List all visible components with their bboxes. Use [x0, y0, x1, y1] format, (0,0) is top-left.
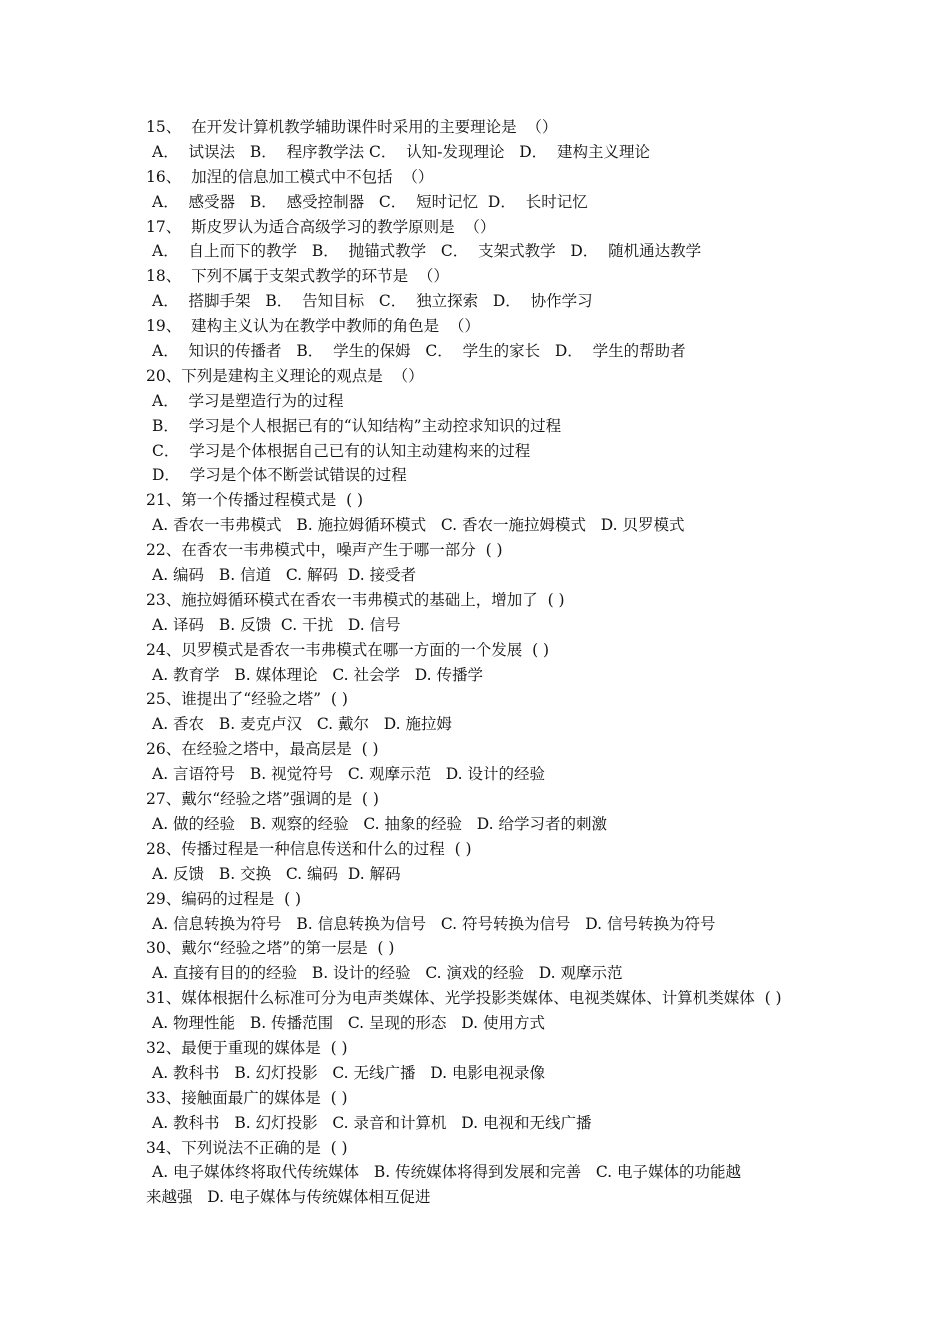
- question-list: [0, 115, 950, 1210]
- option-line: A. 教科书 B. 幻灯投影 C. 录音和计算机 D. 电视和无线广播: [152, 1113, 592, 1132]
- question-text: 22、在香农一韦弗模式中，噪声产生于哪一部分 ( ): [146, 541, 503, 560]
- option-line: A． 知识的传播者 B． 学生的保姆 C． 学生的家长 D． 学生的帮助者: [152, 342, 686, 361]
- option-line: A. 信息转换为符号 B. 信息转换为信号 C. 符号转换为信号 D. 信号转换为符号: [152, 914, 716, 933]
- question-text: 23、施拉姆循环模式在香农一韦弗模式的基础上，增加了 ( ): [146, 590, 565, 609]
- question-text: 25、谁提出了“经验之塔” ( ): [146, 690, 348, 709]
- question-text: 27、戴尔“经验之塔”强调的是 ( ): [146, 790, 379, 809]
- option-line: C． 学习是个体根据自己已有的认知主动建构来的过程: [152, 441, 531, 460]
- question-text: 34、下列说法不正确的是 ( ): [146, 1138, 348, 1157]
- option-line: A. 言语符号 B. 视觉符号 C. 观摩示范 D. 设计的经验: [152, 765, 546, 784]
- option-line: A. 电子媒体终将取代传统媒体 B. 传统媒体将得到发展和完善 C. 电子媒体的功能越: [152, 1163, 742, 1182]
- option-line: A. 教科书 B. 幻灯投影 C. 无线广播 D. 电影电视录像: [152, 1063, 546, 1082]
- option-line: D． 学习是个体不断尝试错误的过程: [152, 466, 407, 485]
- question-text: 18、 下列不属于支架式教学的环节是 （）: [146, 267, 449, 286]
- question-text: 21、第一个传播过程模式是 ( ): [146, 491, 364, 510]
- option-line: A. 香农一韦弗模式 B. 施拉姆循环模式 C. 香农一施拉姆模式 D. 贝罗模式: [152, 516, 685, 535]
- option-line: A. 反馈 B. 交换 C. 编码 D. 解码: [152, 864, 401, 883]
- question-text: 26、在经验之塔中，最高层是 ( ): [146, 740, 379, 759]
- option-line-continued: 来越强 D. 电子媒体与传统媒体相互促进: [146, 1188, 431, 1207]
- option-line: A． 学习是塑造行为的过程: [152, 391, 344, 410]
- option-line: A． 搭脚手架 B． 告知目标 C． 独立探索 D． 协作学习: [152, 292, 593, 311]
- question-text: 28、传播过程是一种信息传送和什么的过程 ( ): [146, 839, 472, 858]
- option-line: A． 试误法 B． 程序教学法 C． 认知-发现理论 D． 建构主义理论: [152, 142, 651, 161]
- question-text: 33、接触面最广的媒体是 ( ): [146, 1088, 348, 1107]
- option-line: A. 教育学 B. 媒体理论 C. 社会学 D. 传播学: [152, 665, 484, 684]
- question-text: 30、戴尔“经验之塔”的第一层是 ( ): [146, 939, 395, 958]
- question-text: 31、媒体根据什么标准可分为电声类媒体、光学投影类媒体、电视类媒体、计算机类媒体 ( ): [146, 989, 782, 1008]
- question-text: 20、下列是建构主义理论的观点是 （）: [146, 366, 424, 385]
- option-line: A． 自上而下的教学 B． 抛锚式教学 C． 支架式教学 D． 随机通达教学: [152, 242, 702, 261]
- question-text: 32、最便于重现的媒体是 ( ): [146, 1038, 348, 1057]
- question-text: 16、 加涅的信息加工模式中不包括 （）: [146, 167, 434, 186]
- question-text: 15、 在开发计算机教学辅助课件时采用的主要理论是 （）: [146, 118, 558, 136]
- question-text: 17、 斯皮罗认为适合高级学习的教学原则是 （）: [146, 217, 496, 236]
- question-text: 29、编码的过程是 ( ): [146, 889, 302, 908]
- option-line: A. 做的经验 B. 观察的经验 C. 抽象的经验 D. 给学习者的刺激: [152, 814, 608, 833]
- option-line: A. 香农 B. 麦克卢汉 C. 戴尔 D. 施拉姆: [152, 715, 453, 734]
- question-text: 19、 建构主义认为在教学中教师的角色是 （）: [146, 317, 480, 336]
- question-text: 24、贝罗模式是香农一韦弗模式在哪一方面的一个发展 ( ): [146, 640, 550, 659]
- option-line: A. 译码 B. 反馈 C. 干扰 D. 信号: [152, 615, 401, 634]
- option-line: B． 学习是个人根据已有的“认知结构”主动控求知识的过程: [152, 416, 562, 435]
- option-line: A. 编码 B. 信道 C. 解码 D. 接受者: [152, 566, 417, 585]
- option-line: A. 直接有目的的经验 B. 设计的经验 C. 演戏的经验 D. 观摩示范: [152, 964, 623, 983]
- option-line: A. 物理性能 B. 传播范围 C. 呈现的形态 D. 使用方式: [152, 1014, 546, 1033]
- option-line: A． 感受器 B． 感受控制器 C． 短时记忆 D． 长时记忆: [152, 192, 588, 211]
